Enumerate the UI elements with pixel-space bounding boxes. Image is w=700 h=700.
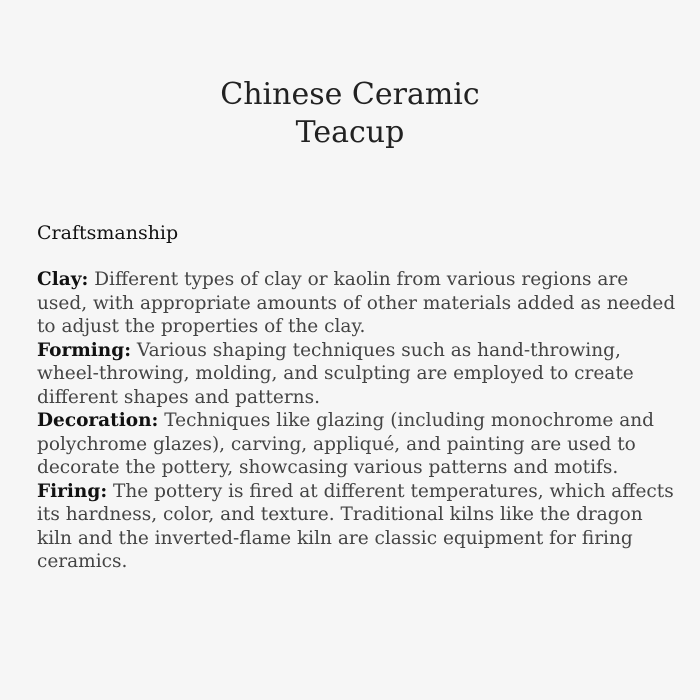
craftsmanship-section <box>37 220 677 574</box>
page-title-line-2: Teacup <box>295 115 405 150</box>
page-title-line-1: Chinese Ceramic <box>220 77 480 112</box>
section-heading: Craftsmanship <box>37 222 179 244</box>
item-term: Decoration: <box>37 410 159 431</box>
item-text: The pottery is fired at different temperatures, which affects its hardness, color, and texture. Traditional kilns like the dragon kiln and the inverted-flame kiln are classic equipment for firing ceramics. <box>37 480 674 572</box>
item-clay <box>37 268 677 339</box>
item-text: Different types of clay or kaolin from various regions are used, with appropriate amounts of other materials added as needed to adjust the properties of the clay. <box>37 269 676 337</box>
item-text: Techniques like glazing (including monochrome and polychrome glazes), carving, appliqué, and painting are used to decorate the pottery, showcasing various patterns and motifs. <box>37 410 655 478</box>
page-title <box>0 76 700 152</box>
item-term: Forming: <box>37 339 132 361</box>
item-decoration <box>37 409 677 480</box>
item-term: Clay: <box>37 269 89 290</box>
item-term: Firing: <box>37 480 108 502</box>
item-forming <box>37 339 677 410</box>
item-firing <box>37 480 677 574</box>
item-text: Various shaping techniques such as hand-throwing, wheel-throwing, molding, and sculpting are employed to create different shapes and patterns. <box>37 339 634 408</box>
